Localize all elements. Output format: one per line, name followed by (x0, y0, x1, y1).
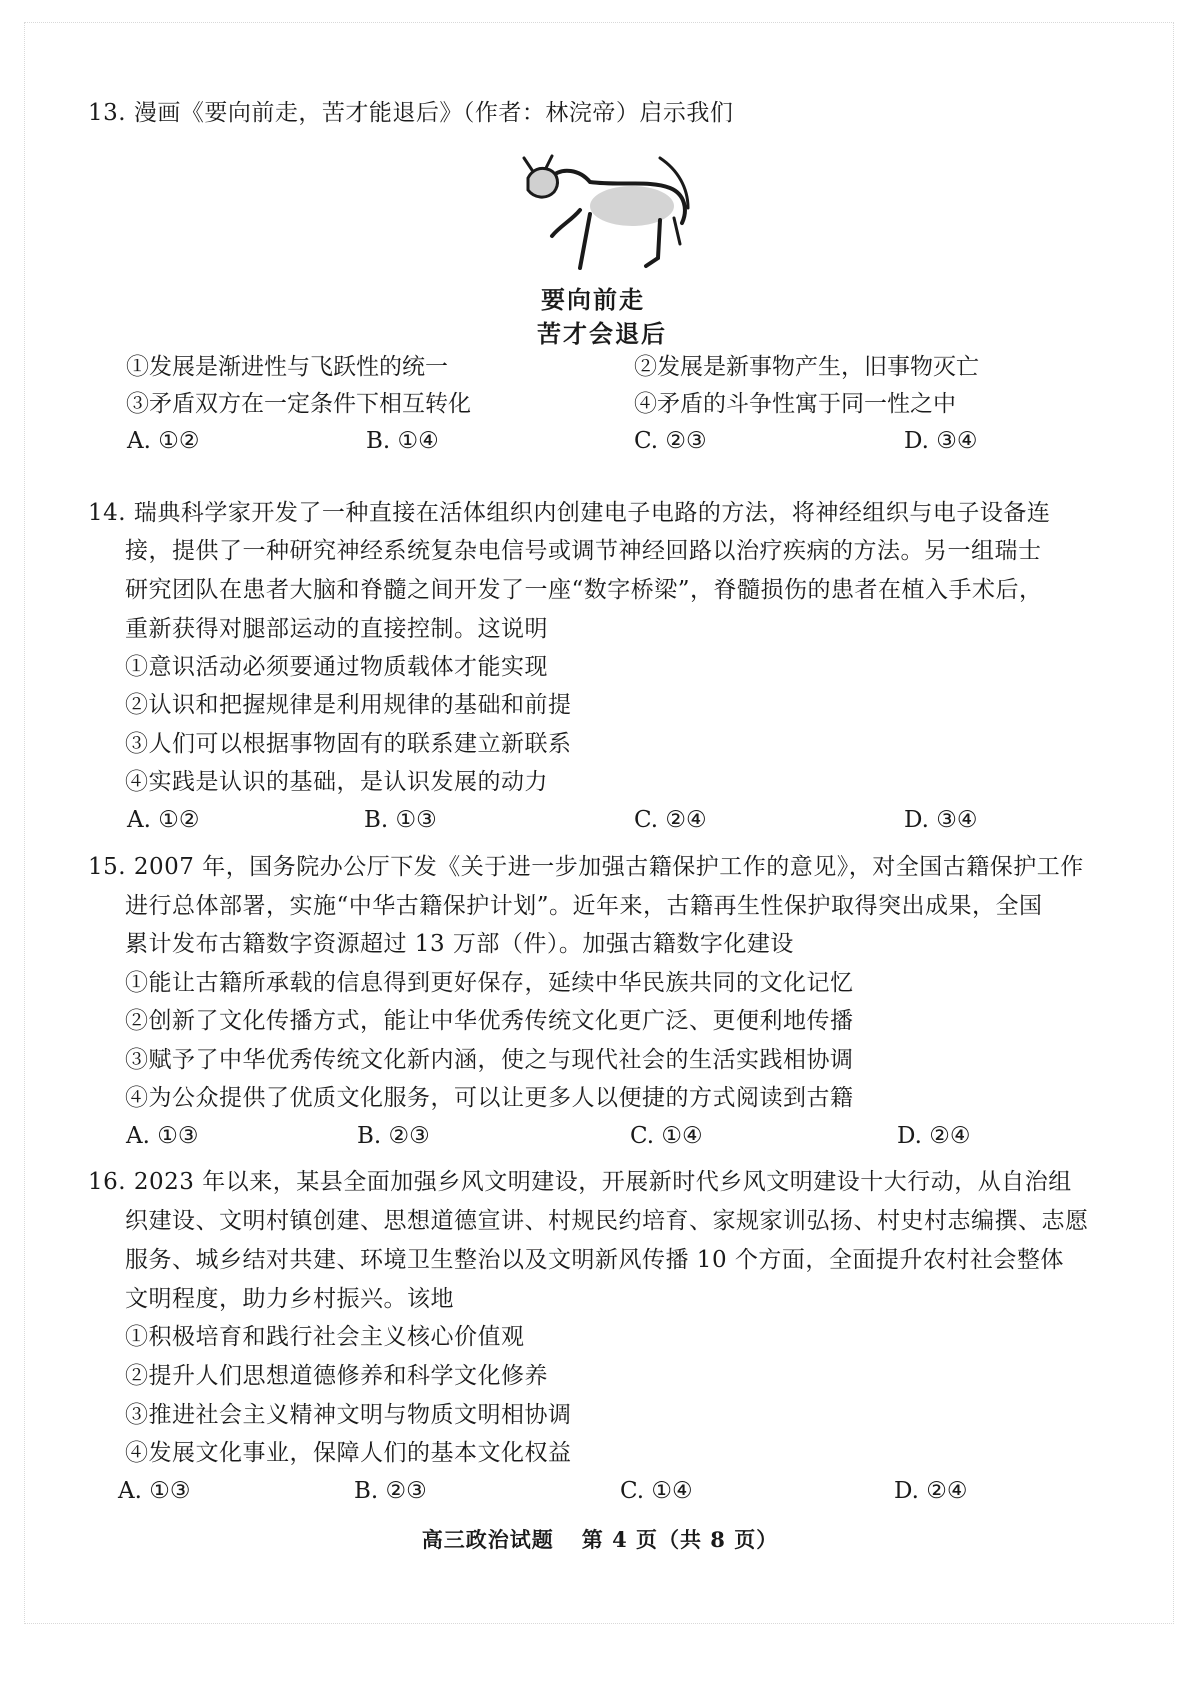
q16-option-a: A. ①③ (118, 1478, 191, 1504)
q14-stem-line-2: 接，提供了一种研究神经系统复杂电信号或调节神经回路以治疗疾病的方法。另一组瑞士 (125, 538, 1042, 564)
q14-option-c: C. ②④ (634, 807, 707, 833)
q16-item-4: ④发展文化事业，保障人们的基本文化权益 (125, 1440, 572, 1466)
q13-stem: 13. 漫画《要向前走，苦才能退后》（作者：林浣帝）启示我们 (88, 100, 734, 126)
q13-option-b: B. ①④ (366, 428, 439, 454)
cartoon-caption-line-1: 要向前走 (541, 286, 645, 314)
q13-option-d: D. ③④ (904, 428, 978, 454)
q16-stem-line-3: 服务、城乡结对共建、环境卫生整治以及文明新风传播 10 个方面，全面提升农村社会整体 (125, 1247, 1064, 1273)
q16-stem-line-2: 织建设、文明村镇创建、思想道德宣讲、村规民约培育、家规家训弘扬、村史村志编撰、志愿 (125, 1208, 1089, 1234)
q15-option-c: C. ①④ (630, 1123, 703, 1149)
q16-item-3: ③推进社会主义精神文明与物质文明相协调 (125, 1402, 572, 1428)
q15-item-1: ①能让古籍所承载的信息得到更好保存，延续中华民族共同的文化记忆 (125, 970, 854, 996)
q13-item-1: ①发展是渐进性与飞跃性的统一 (126, 354, 448, 380)
q14-option-d: D. ③④ (904, 807, 978, 833)
q15-option-b: B. ②③ (357, 1123, 430, 1149)
q16-option-c: C. ①④ (620, 1478, 693, 1504)
q13-item-4: ④矛盾的斗争性寓于同一性之中 (634, 391, 956, 417)
q16-option-d: D. ②④ (894, 1478, 968, 1504)
q15-stem-line-2: 进行总体部署，实施“中华古籍保护计划”。近年来，古籍再生性保护取得突出成果，全国 (125, 893, 1043, 919)
q14-stem-line-1: 14. 瑞典科学家开发了一种直接在活体组织内创建电子电路的方法，将神经组织与电子设备连 (88, 500, 1051, 526)
q15-stem-line-3: 累计发布古籍数字资源超过 13 万部（件）。加强古籍数字化建设 (125, 931, 794, 957)
q16-option-b: B. ②③ (354, 1478, 427, 1504)
q14-stem-line-3: 研究团队在患者大脑和脊髓之间开发了一座“数字桥梁”，脊髓损伤的患者在植入手术后， (125, 577, 1043, 603)
q14-stem-line-4: 重新获得对腿部运动的直接控制。这说明 (125, 616, 548, 642)
footer-page-number: 第 4 页（共 8 页） (581, 1527, 779, 1552)
q16-item-1: ①积极培育和践行社会主义核心价值观 (125, 1324, 525, 1350)
q15-item-3: ③赋予了中华优秀传统文化新内涵，使之与现代社会的生活实践相协调 (125, 1047, 854, 1073)
q16-item-2: ②提升人们思想道德修养和科学文化修养 (125, 1363, 548, 1389)
q13-option-a: A. ①② (127, 428, 200, 454)
page-footer (0, 1524, 1200, 1554)
q16-stem-line-4: 文明程度，助力乡村振兴。该地 (125, 1286, 454, 1312)
q14-item-1: ①意识活动必须要通过物质载体才能实现 (125, 654, 548, 680)
q14-item-3: ③人们可以根据事物固有的联系建立新联系 (125, 731, 572, 757)
q14-item-4: ④实践是认识的基础，是认识发展的动力 (125, 769, 548, 795)
q15-stem-line-1: 15. 2007 年，国务院办公厅下发《关于进一步加强古籍保护工作的意见》，对全国古籍保护工作 (88, 854, 1084, 880)
cartoon-caption-line-2: 苦才会退后 (537, 320, 667, 348)
q15-option-d: D. ②④ (897, 1123, 971, 1149)
q15-item-2: ②创新了文化传播方式，能让中华优秀传统文化更广泛、更便利地传播 (125, 1008, 854, 1034)
q15-item-4: ④为公众提供了优质文化服务，可以让更多人以便捷的方式阅读到古籍 (125, 1085, 854, 1111)
q13-item-2: ②发展是新事物产生，旧事物灭亡 (634, 354, 979, 380)
ox-cartoon-illustration (510, 148, 720, 283)
q14-option-a: A. ①② (127, 807, 200, 833)
footer-subject: 高三政治试题 (421, 1527, 554, 1552)
q13-option-c: C. ②③ (634, 428, 707, 454)
q15-option-a: A. ①③ (126, 1123, 199, 1149)
q14-item-2: ②认识和把握规律是利用规律的基础和前提 (125, 692, 572, 718)
q13-item-3: ③矛盾双方在一定条件下相互转化 (126, 391, 471, 417)
q14-option-b: B. ①③ (364, 807, 437, 833)
q16-stem-line-1: 16. 2023 年以来，某县全面加强乡风文明建设，开展新时代乡风文明建设十大行动，从自治组 (88, 1169, 1072, 1195)
